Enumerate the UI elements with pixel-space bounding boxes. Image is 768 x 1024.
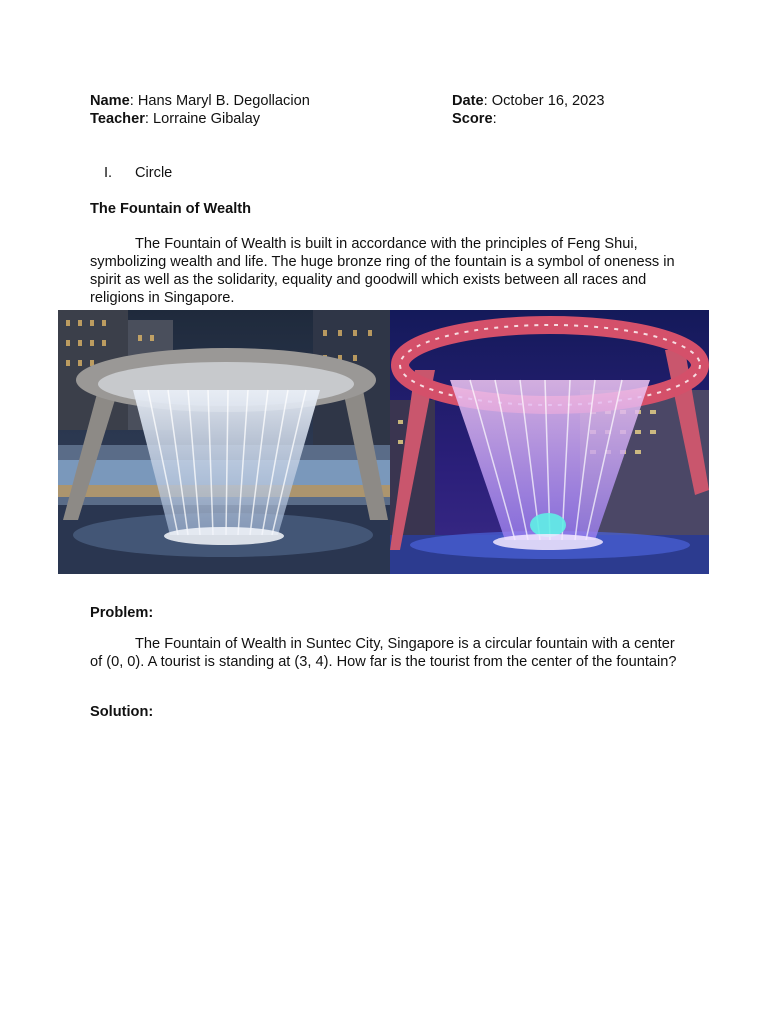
teacher-line xyxy=(90,110,260,128)
solution-heading xyxy=(90,703,153,721)
section-number: I. xyxy=(104,165,113,181)
date-line xyxy=(452,92,605,110)
date-value: : October 16, 2023 xyxy=(483,93,605,109)
name-value: : Hans Maryl B. Degollacion xyxy=(129,93,310,109)
name-label: Name xyxy=(90,93,130,109)
solution-heading-text: Solution: xyxy=(90,704,154,720)
problem-body: The Fountain of Wealth in Suntec City, Singapore is a circular fountain with a center of (0, 0). A tourist is standing at (3, 4). How far is the tourist from the center of the fountain? xyxy=(90,636,677,670)
teacher-label: Teacher xyxy=(90,111,145,127)
fountain-photos xyxy=(58,310,709,574)
name-line xyxy=(90,92,310,110)
teacher-value: : Lorraine Gibalay xyxy=(144,111,261,127)
article-heading xyxy=(90,200,251,218)
section-title: Circle xyxy=(135,165,173,181)
score-line xyxy=(452,110,497,128)
article-body: The Fountain of Wealth is built in accordance with the principles of Feng Shui, symbolizing wealth and life. The huge bronze ring of the fountain is a symbol of oneness in spirit as well as the solidarity, equality and goodwill which exists between all races and religions in Singapore. xyxy=(90,236,675,306)
left-fountain-photo xyxy=(58,310,390,574)
score-value: : xyxy=(492,111,497,127)
right-fountain-photo xyxy=(390,310,709,574)
article-heading-text: The Fountain of Wealth xyxy=(90,201,252,217)
score-label: Score xyxy=(452,111,493,127)
date-label: Date xyxy=(452,93,484,109)
problem-heading xyxy=(90,604,153,622)
problem-heading-text: Problem: xyxy=(90,605,154,621)
